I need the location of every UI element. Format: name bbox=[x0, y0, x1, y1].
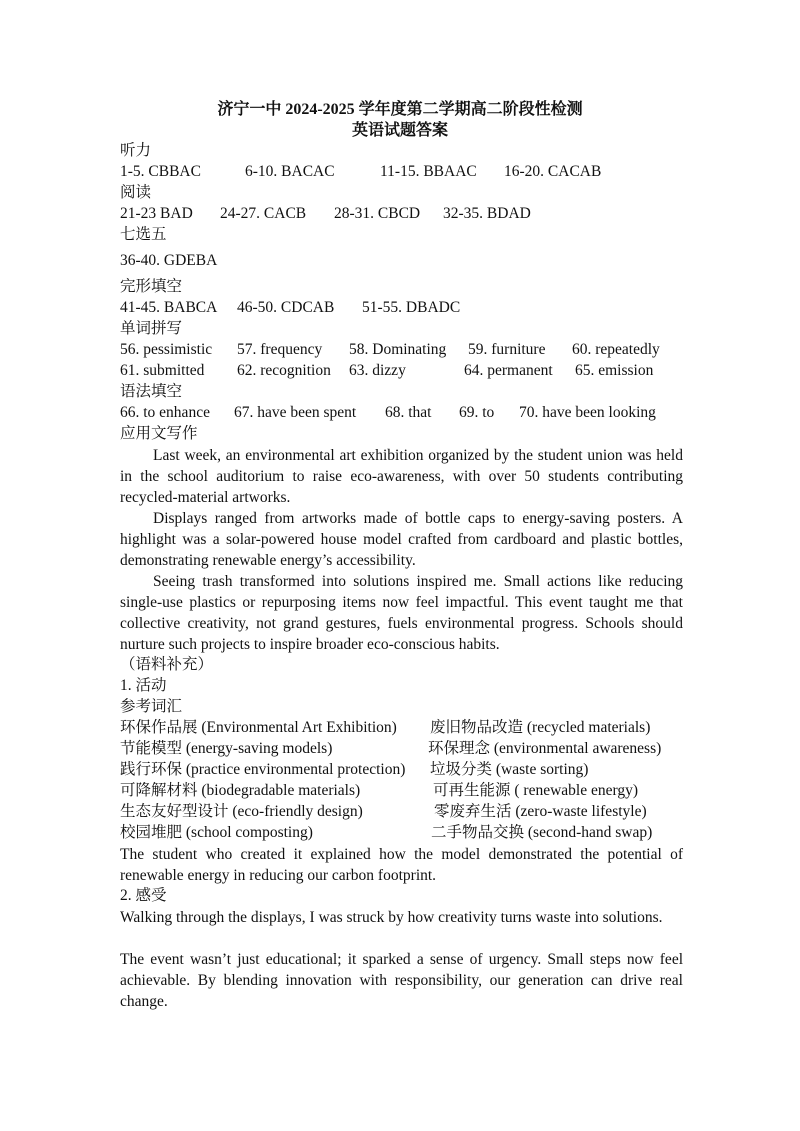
spelling-heading: 单词拼写 bbox=[120, 320, 183, 337]
listening-heading: 听力 bbox=[120, 142, 152, 159]
spelling-answer: 64. permanent bbox=[464, 362, 553, 379]
section1-title: 1. 活动 bbox=[120, 677, 167, 694]
grammar-heading: 语法填空 bbox=[120, 383, 183, 400]
spelling-answer: 61. submitted bbox=[120, 362, 205, 379]
answer-group: 6-10. BACAC bbox=[245, 163, 335, 180]
cloze-heading: 完形填空 bbox=[120, 278, 183, 295]
spelling-answer: 65. emission bbox=[575, 362, 654, 379]
spelling-answer: 62. recognition bbox=[237, 362, 331, 379]
vocab-item: 可再生能源 ( renewable energy) bbox=[433, 782, 639, 799]
vocab-item: 校园堆肥 (school composting) bbox=[120, 824, 313, 841]
grammar-answer: 68. that bbox=[385, 404, 432, 421]
answer-group: 28-31. CBCD bbox=[334, 205, 421, 222]
vocab-item: 可降解材料 (biodegradable materials) bbox=[120, 782, 361, 799]
section2-sentence: The event wasn’t just educational; it sparked a sense of urgency. Small steps now feel achievable. By blending innovation with responsibility, our generation can drive real change. bbox=[120, 951, 683, 1010]
spelling-answer: 60. repeatedly bbox=[572, 341, 660, 358]
spelling-answer: 59. furniture bbox=[468, 341, 546, 358]
essay-paragraph: Last week, an environmental art exhibition organized by the student union was held in the school auditorium to raise eco-awareness, with over 50 students contributing recycled-material artworks. bbox=[120, 447, 683, 506]
reading-heading: 阅读 bbox=[120, 184, 152, 201]
answer-group: 11-15. BBAAC bbox=[380, 163, 477, 180]
spelling-answer: 56. pessimistic bbox=[120, 341, 213, 358]
grammar-answer: 66. to enhance bbox=[120, 404, 210, 421]
spelling-answer: 58. Dominating bbox=[349, 341, 447, 358]
spelling-answer: 63. dizzy bbox=[349, 362, 406, 379]
seven-choose-five-heading: 七选五 bbox=[120, 226, 167, 243]
vocab-item: 践行环保 (practice environmental protection) bbox=[120, 761, 406, 778]
supplement-heading: （语料补充） bbox=[120, 656, 214, 673]
section2-sentence: Walking through the displays, I was struck by how creativity turns waste into solutions. bbox=[120, 909, 663, 926]
grammar-answer: 69. to bbox=[459, 404, 495, 421]
answer-group: 41-45. BABCA bbox=[120, 299, 218, 316]
section1-sentence: The student who created it explained how the model demonstrated the potential of renewable energy in reducing our carbon footprint. bbox=[120, 846, 683, 884]
grammar-answer: 67. have been spent bbox=[234, 404, 357, 421]
essay-paragraph: Displays ranged from artworks made of bottle caps to energy-saving posters. A highlight was a solar-powered house model crafted from cardboard and plastic bottles, demonstrating renewable energy’s accessibility. bbox=[120, 510, 683, 569]
document-title: 济宁一中 2024-2025 学年度第二学期高二阶段性检测 bbox=[217, 101, 583, 118]
essay-paragraph: Seeing trash transformed into solutions inspired me. Small actions like reducing single-use plastics or repurposing items now feel impactful. This event taught me that collective creativity, not grand gestures, fuels environmental progress. Schools should nurture such projects to inspire broader eco-conscious habits. bbox=[120, 573, 683, 653]
writing-heading: 应用文写作 bbox=[120, 425, 198, 442]
answer-group: 51-55. DBADC bbox=[362, 299, 461, 316]
vocab-heading: 参考词汇 bbox=[120, 698, 183, 715]
vocab-item: 节能模型 (energy-saving models) bbox=[120, 740, 333, 757]
seven-choose-five-answer: 36-40. GDEBA bbox=[120, 252, 218, 269]
section2-title: 2. 感受 bbox=[120, 887, 167, 904]
vocab-item: 环保作品展 (Environmental Art Exhibition) bbox=[120, 719, 397, 736]
answer-group: 46-50. CDCAB bbox=[237, 299, 335, 316]
vocab-item: 废旧物品改造 (recycled materials) bbox=[430, 719, 651, 736]
answer-group: 1-5. CBBAC bbox=[120, 163, 201, 180]
vocab-item: 垃圾分类 (waste sorting) bbox=[430, 761, 589, 778]
answer-group: 16-20. CACAB bbox=[504, 163, 602, 180]
vocab-item: 环保理念 (environmental awareness) bbox=[428, 740, 662, 757]
vocab-item: 生态友好型设计 (eco-friendly design) bbox=[120, 803, 363, 820]
vocab-item: 零废弃生活 (zero-waste lifestyle) bbox=[434, 803, 647, 820]
spelling-answer: 57. frequency bbox=[237, 341, 323, 358]
vocab-item: 二手物品交换 (second-hand swap) bbox=[431, 824, 653, 841]
answer-group: 32-35. BDAD bbox=[443, 205, 531, 222]
answer-group: 21-23 BAD bbox=[120, 205, 193, 222]
grammar-answer: 70. have been looking bbox=[519, 404, 656, 421]
answer-group: 24-27. CACB bbox=[220, 205, 307, 222]
document-subtitle: 英语试题答案 bbox=[351, 122, 448, 139]
